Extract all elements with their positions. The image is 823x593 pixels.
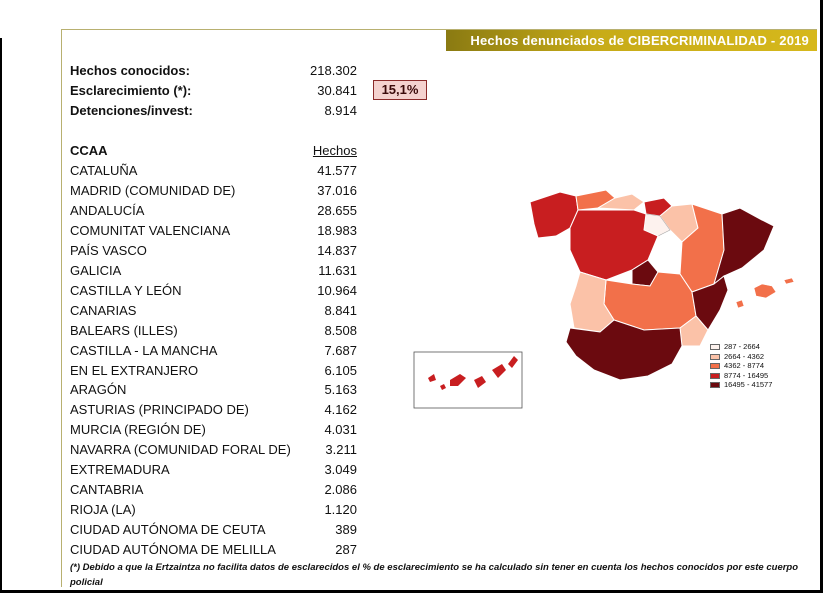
hechos-value: 218.302 bbox=[310, 63, 357, 78]
table-row-hechos: 18.983 bbox=[317, 223, 357, 238]
detenciones-label: Detenciones/invest: bbox=[70, 103, 193, 118]
table-row-hechos: 3.211 bbox=[325, 442, 357, 457]
table-row-hechos: 10.964 bbox=[317, 283, 357, 298]
legend-label: 16495 - 41577 bbox=[724, 380, 773, 389]
legend-item bbox=[710, 380, 772, 389]
hechos-label: Hechos conocidos: bbox=[70, 63, 190, 78]
table-row-hechos: 4.162 bbox=[324, 402, 357, 417]
legend-swatch bbox=[710, 373, 720, 379]
legend-swatch bbox=[710, 344, 720, 350]
map-legend bbox=[710, 342, 772, 390]
legend-swatch bbox=[710, 382, 720, 388]
legend-item bbox=[710, 371, 772, 380]
detenciones-value: 8.914 bbox=[324, 103, 357, 118]
table-row-hechos: 2.086 bbox=[324, 482, 357, 497]
esclarecimiento-label: Esclarecimiento (*): bbox=[70, 83, 192, 98]
table-row-hechos: 287 bbox=[335, 542, 357, 557]
table-row-hechos: 4.031 bbox=[324, 422, 357, 437]
table-row-region: PAÍS VASCO bbox=[70, 243, 147, 258]
table-row-region: CIUDAD AUTÓNOMA DE CEUTA bbox=[70, 522, 266, 537]
legend-item bbox=[710, 342, 772, 351]
legend-label: 287 - 2664 bbox=[724, 342, 760, 351]
table-row-hechos: 5.163 bbox=[324, 382, 357, 397]
map-region-baleares bbox=[754, 284, 776, 298]
table-row-region: CATALUÑA bbox=[70, 163, 138, 178]
legend-item bbox=[710, 352, 772, 361]
table-row-region: CIUDAD AUTÓNOMA DE MELILLA bbox=[70, 542, 276, 557]
esclarecimiento-value: 30.841 bbox=[317, 83, 357, 98]
table-row-hechos: 6.105 bbox=[324, 363, 357, 378]
map-region-baleares-menorca bbox=[784, 278, 794, 284]
legend-swatch bbox=[710, 354, 720, 360]
legend-item bbox=[710, 361, 772, 370]
table-row-hechos: 8.841 bbox=[324, 303, 357, 318]
table-row-region: NAVARRA (COMUNIDAD FORAL DE) bbox=[70, 442, 291, 457]
legend-label: 4362 - 8774 bbox=[724, 361, 765, 370]
table-row-region: GALICIA bbox=[70, 263, 122, 278]
table-row-region: EN EL EXTRANJERO bbox=[70, 363, 199, 378]
table-row-region: CANTABRIA bbox=[70, 482, 144, 497]
legend-label: 2664 - 4362 bbox=[724, 351, 765, 361]
report-title: Hechos denunciados de CIBERCRIMINALIDAD - 2019 bbox=[446, 30, 817, 51]
left-border bbox=[0, 38, 2, 593]
table-row-hechos: 11.631 bbox=[318, 263, 357, 278]
table-row-region: COMUNITAT VALENCIANA bbox=[70, 223, 231, 238]
table-row-hechos: 8.508 bbox=[324, 323, 357, 338]
table-row-hechos: 7.687 bbox=[324, 343, 357, 358]
esclarecimiento-pct-badge: 15,1% bbox=[373, 80, 427, 100]
legend-swatch bbox=[710, 363, 720, 369]
table-row-hechos: 389 bbox=[335, 522, 357, 537]
table-row-region: RIOJA (LA) bbox=[70, 502, 136, 517]
table-row-hechos: 41.577 bbox=[317, 163, 357, 178]
table-row-region: CANARIAS bbox=[70, 303, 137, 318]
footnote: (*) Debido a que la Ertzaintza no facilita datos de esclarecidos el % de esclarecimiento se ha calculado sin tener en cuenta los hechos conocidos por este cuerpo policial bbox=[70, 562, 799, 588]
table-row-hechos: 1.120 bbox=[324, 502, 357, 517]
table-row-region: BALEARS (ILLES) bbox=[70, 323, 178, 338]
table-row-hechos: 28.655 bbox=[317, 203, 357, 218]
col-header-hechos: Hechos bbox=[312, 143, 357, 158]
table-row-region: EXTREMADURA bbox=[70, 462, 170, 477]
table-row-region: MADRID (COMUNIDAD DE) bbox=[70, 183, 236, 198]
legend-label: 8774 - 16495 bbox=[724, 370, 769, 380]
map-region-baleares-ibiza bbox=[736, 300, 744, 308]
table-row-region: ASTURIAS (PRINCIPADO DE) bbox=[70, 402, 249, 417]
table-row-hechos: 14.837 bbox=[317, 243, 357, 258]
table-row-hechos: 37.016 bbox=[317, 183, 357, 198]
table-row-region: CASTILLA - LA MANCHA bbox=[70, 343, 218, 358]
table-row-region: ANDALUCÍA bbox=[70, 203, 145, 218]
table-row-region: ARAGÓN bbox=[70, 382, 127, 397]
table-row-region: MURCIA (REGIÓN DE) bbox=[70, 422, 206, 437]
table-row-hechos: 3.049 bbox=[324, 462, 357, 477]
col-header-ccaa: CCAA bbox=[70, 143, 108, 158]
table-row-region: CASTILLA Y LEÓN bbox=[70, 283, 182, 298]
